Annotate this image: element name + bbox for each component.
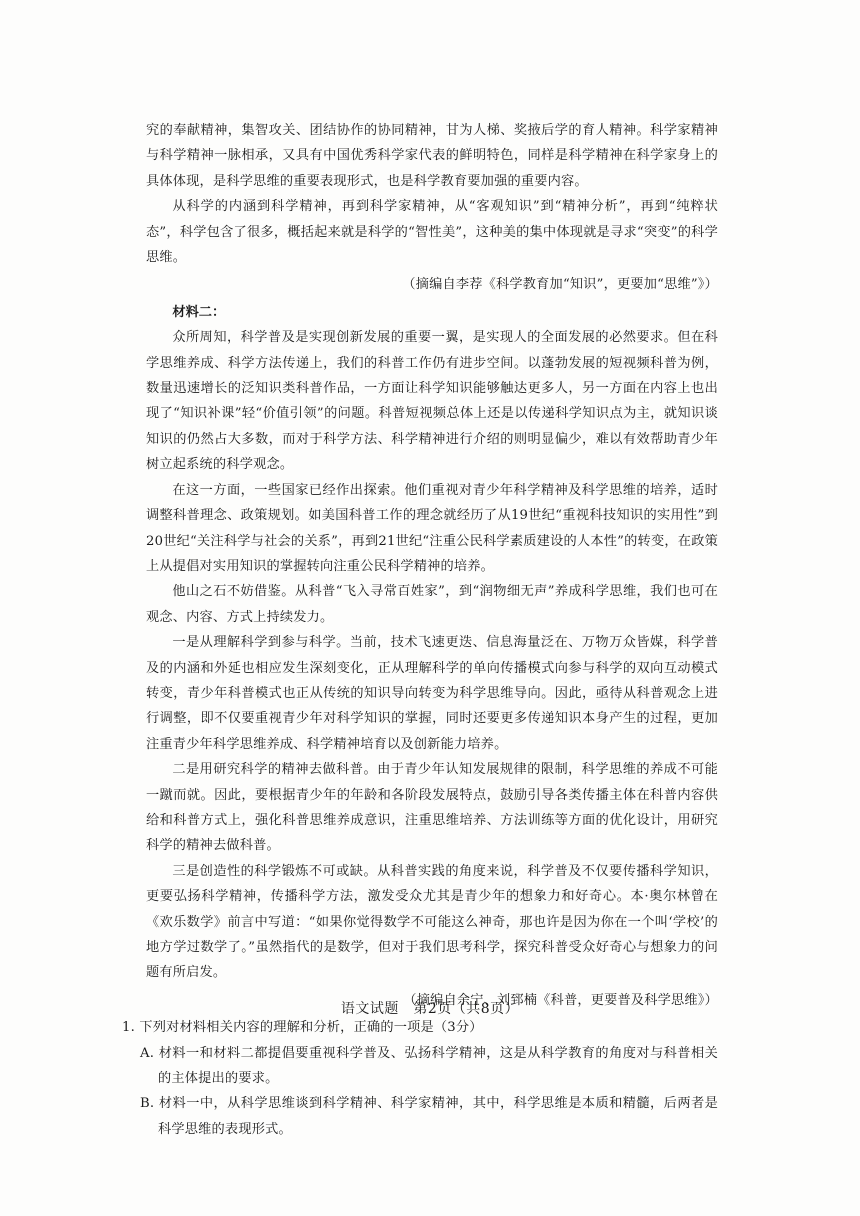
- question-1-stem: 1. 下列对材料相关内容的理解和分析，正确的一项是（3分）: [122, 1020, 483, 1036]
- material-two-paragraph-5: 二是用研究科学的精神去做科普。由于青少年认知发展规律的限制，科学思维的养成不可能一蹴而就。因此，要根据青少年的年龄和各阶段发展特点，鼓励引导各类传播主体在科普内容供给和科普方式上，强化科普思维养成意识，注重思维培养、方法训练等方面的优化设计，用研究科学的精神去做科普。: [146, 762, 718, 854]
- page-footer: 语文试题 第2页（共8页）: [340, 1001, 520, 1017]
- material-two-paragraph-1: 众所周知，科学普及是实现创新发展的重要一翼，是实现人的全面发展的必然要求。但在科学思维养成、科学方法传递上，我们的科普工作仍有进步空间。以蓬勃发展的短视频科普为例，数量迅速增长的泛知识类科普作品，一方面让科学知识能够触达更多人，另一方面在内容上也出现了“知识补课”轻“价值引领”的问题。科普短视频总体上还是以传递科学知识点为主，就知识谈知识的仍然占大多数，而对于科学方法、科学精神进行介绍的则明显偏少，难以有效帮助青少年树立起系统的科学观念。: [146, 330, 718, 473]
- material-two-paragraph-4: 一是从理解科学到参与科学。当前，技术飞速更迭、信息海量泛在、万物万众皆媒，科学普及的内涵和外延也相应发生深刻变化，正从理解科学的单向传播模式向参与科学的双向互动模式转变，青少年科普模式也正从传统的知识导向转变为科学思维导向。因此，亟待从科普观念上进行调整，即不仅要重视青少年对科学知识的掌握，同时还要更多传递知识本身产生的过程，更加注重青少年科学思维养成、科学精神培育以及创新能力培养。: [146, 635, 718, 752]
- question-1-option-b: B. 材料一中，从科学思维谈到科学精神、科学家精神，其中，科学思维是本质和精髓，后两者是科学思维的表现形式。: [140, 1096, 718, 1137]
- page-content: [122, 118, 718, 1142]
- material-one-summary-paragraph: 从科学的内涵到科学精神，再到科学家精神，从“客观知识”到“精神分析”，再到“纯粹状态”，科学包含了很多，概括起来就是科学的“智性美”，这种美的集中体现就是寻求“突变”的科学思维。: [146, 199, 718, 266]
- material-one-paragraph: 究的奉献精神，集智攻关、团结协作的协同精神，甘为人梯、奖掖后学的育人精神。科学家精神与科学精神一脉相承，又具有中国优秀科学家代表的鲜明特色，同样是科学精神在科学家身上的具体体现，是科学思维的重要表现形式，也是科学教育要加强的重要内容。: [146, 123, 718, 189]
- question-1-option-a: A. 材料一和材料二都提倡要重视科学普及、弘扬科学精神，这是从科学教育的角度对与科普相关的主体提出的要求。: [140, 1045, 718, 1087]
- material-two-paragraph-3: 他山之石不妨借鉴。从科普“飞入寻常百姓家”，到“润物细无声”养成科学思维，我们也可在观念、内容、方式上持续发力。: [146, 584, 718, 625]
- material-one-source: （摘编自李荐《科学教育加“知识”，更要加“思维”》）: [402, 277, 718, 293]
- material-two-source: （摘编自余宁、刘郅楠《科普，更要普及科学思维》）: [403, 992, 718, 1008]
- material-two-paragraph-6: 三是创造性的科学锻炼不可或缺。从科普实践的角度来说，科学普及不仅要传播科学知识，更要弘扬科学精神，传播科学方法，激发受众尤其是青少年的想象力和好奇心。本·奥尔林曾在《欢乐数学》前言中写道：“如果你觉得数学不可能这么神奇，那也许是因为你在一个叫‘学校’的地方学过数学了。”虽然指代的是数学，但对于我们思考科学，探究科普受众好奇心与想象力的问题有所启发。: [146, 863, 718, 981]
- material-two-paragraph-2: 在这一方面，一些国家已经作出探索。他们重视对青少年科学精神及科学思维的培养，适时调整科普理念、政策规划。如美国科普工作的理念就经历了从19世纪“重视科技知识的实用性”到20世纪“关注科学与社会的关系”，再到21世纪“注重公民科学素质建设的人本性”的转变，在政策上从提倡对实用知识的掌握转向注重公民科学精神的培养。: [146, 482, 718, 574]
- material-two-heading: 材料二：: [172, 304, 226, 320]
